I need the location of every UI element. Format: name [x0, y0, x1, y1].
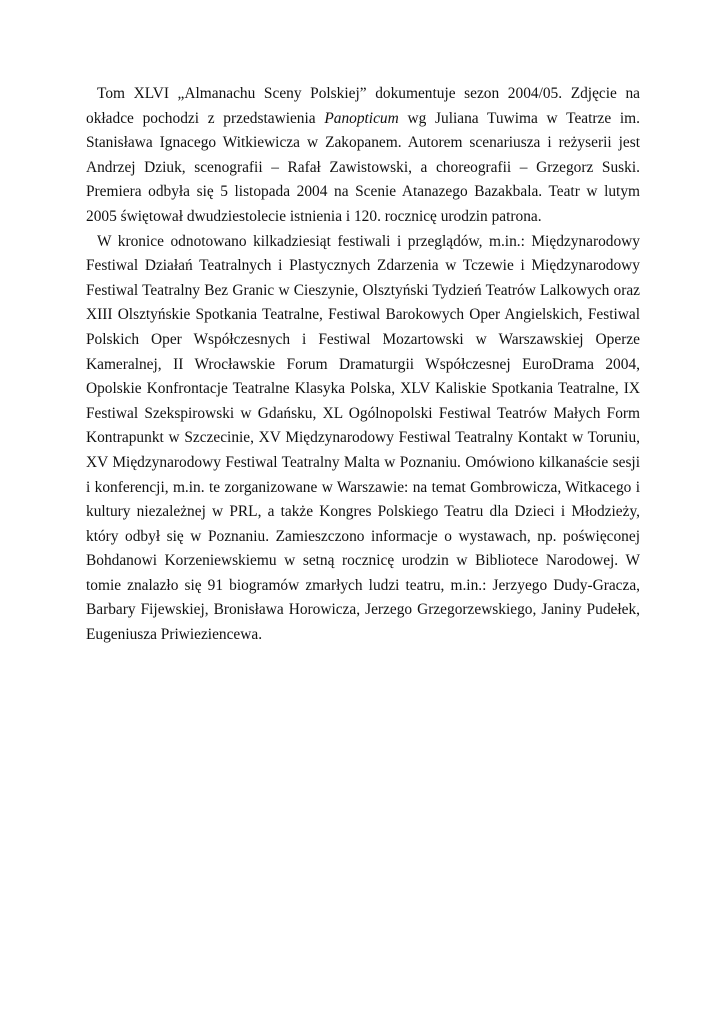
paragraph-1-rest: wg Juliana Tuwima w Teatrze im. Stanisława Ignacego Witkiewicza w Zakopanem. Autorem scenariusza i reżyserii jest Andrzej Dziuk, scenografii – Rafał Zawistowski, a choreografii – Grzegorz Suski. Premiera odbyła się 5 listopada 2004 na Scenie Atanazego Bazakbala. Teatr w lutym 2005 świętował dwudziestolecie istnienia i 120. rocznicę urodzin patrona. [86, 109, 640, 225]
document-body [86, 82, 640, 648]
paragraph-1-intro: Tom XLVI „Almanachu Sceny Polskiej” dokumentuje sezon 2004/05. Zdjęcie na okładce pochodzi z przedstawienia [86, 85, 640, 127]
paragraph-2: W kronice odnotowano kilkadziesiąt festiwali i przeglądów, m.in.: Międzynarodowy Festiwal Działań Teatralnych i Plastycznych Zdarzenia w Tczewie i Międzynarodowy Festiwal Teatralny Bez Granic w Cieszynie, Olsztyński Tydzień Teatrów Lalkowych oraz XIII Olsztyńskie Spotkania Teatralne, Festiwal Barokowych Oper Angielskich, Festiwal Polskich Oper Współczesnych i Festiwal Mozartowski w Warszawskiej Operze Kameralnej, II Wrocławskie Forum Dramaturgii Współczesnej EuroDrama 2004, Opolskie Konfrontacje Teatralne Klasyka Polska, XLV Kaliskie Spotkania Teatralne, IX Festiwal Szekspirowski w Gdańsku, XL Ogólnopolski Festiwal Teatrów Małych Form Kontrapunkt w Szczecinie, XV Międzynarodowy Festiwal Teatralny Kontakt w Toruniu, XV Międzynarodowy Festiwal Teatralny Malta w Poznaniu. Omówiono kilkanaście sesji i konferencji, m.in. te zorganizowane w Warszawie: na temat Gombrowicza, Witkacego i kultury niezależnej w PRL, a także Kongres Polskiego Teatru dla Dzieci i Młodzieży, który odbył się w Poznaniu. Zamieszczono informacje o wystawach, np. poświęconej Bohdanowi Korzeniewskiemu w setną rocznicę urodzin w Bibliotece Narodowej. W tomie znalazło się 91 biogramów zmarłych ludzi teatru, m.in.: Jerzyego Dudy-Gracza, Barbary Fijewskiej, Bronisława Horowicza, Jerzego Grzegorzewskiego, Janiny Pudełek, Eugeniusza Priwieziencewa. [86, 232, 640, 644]
paragraph-1 [86, 82, 640, 230]
production-title: Panopticum [324, 109, 399, 127]
